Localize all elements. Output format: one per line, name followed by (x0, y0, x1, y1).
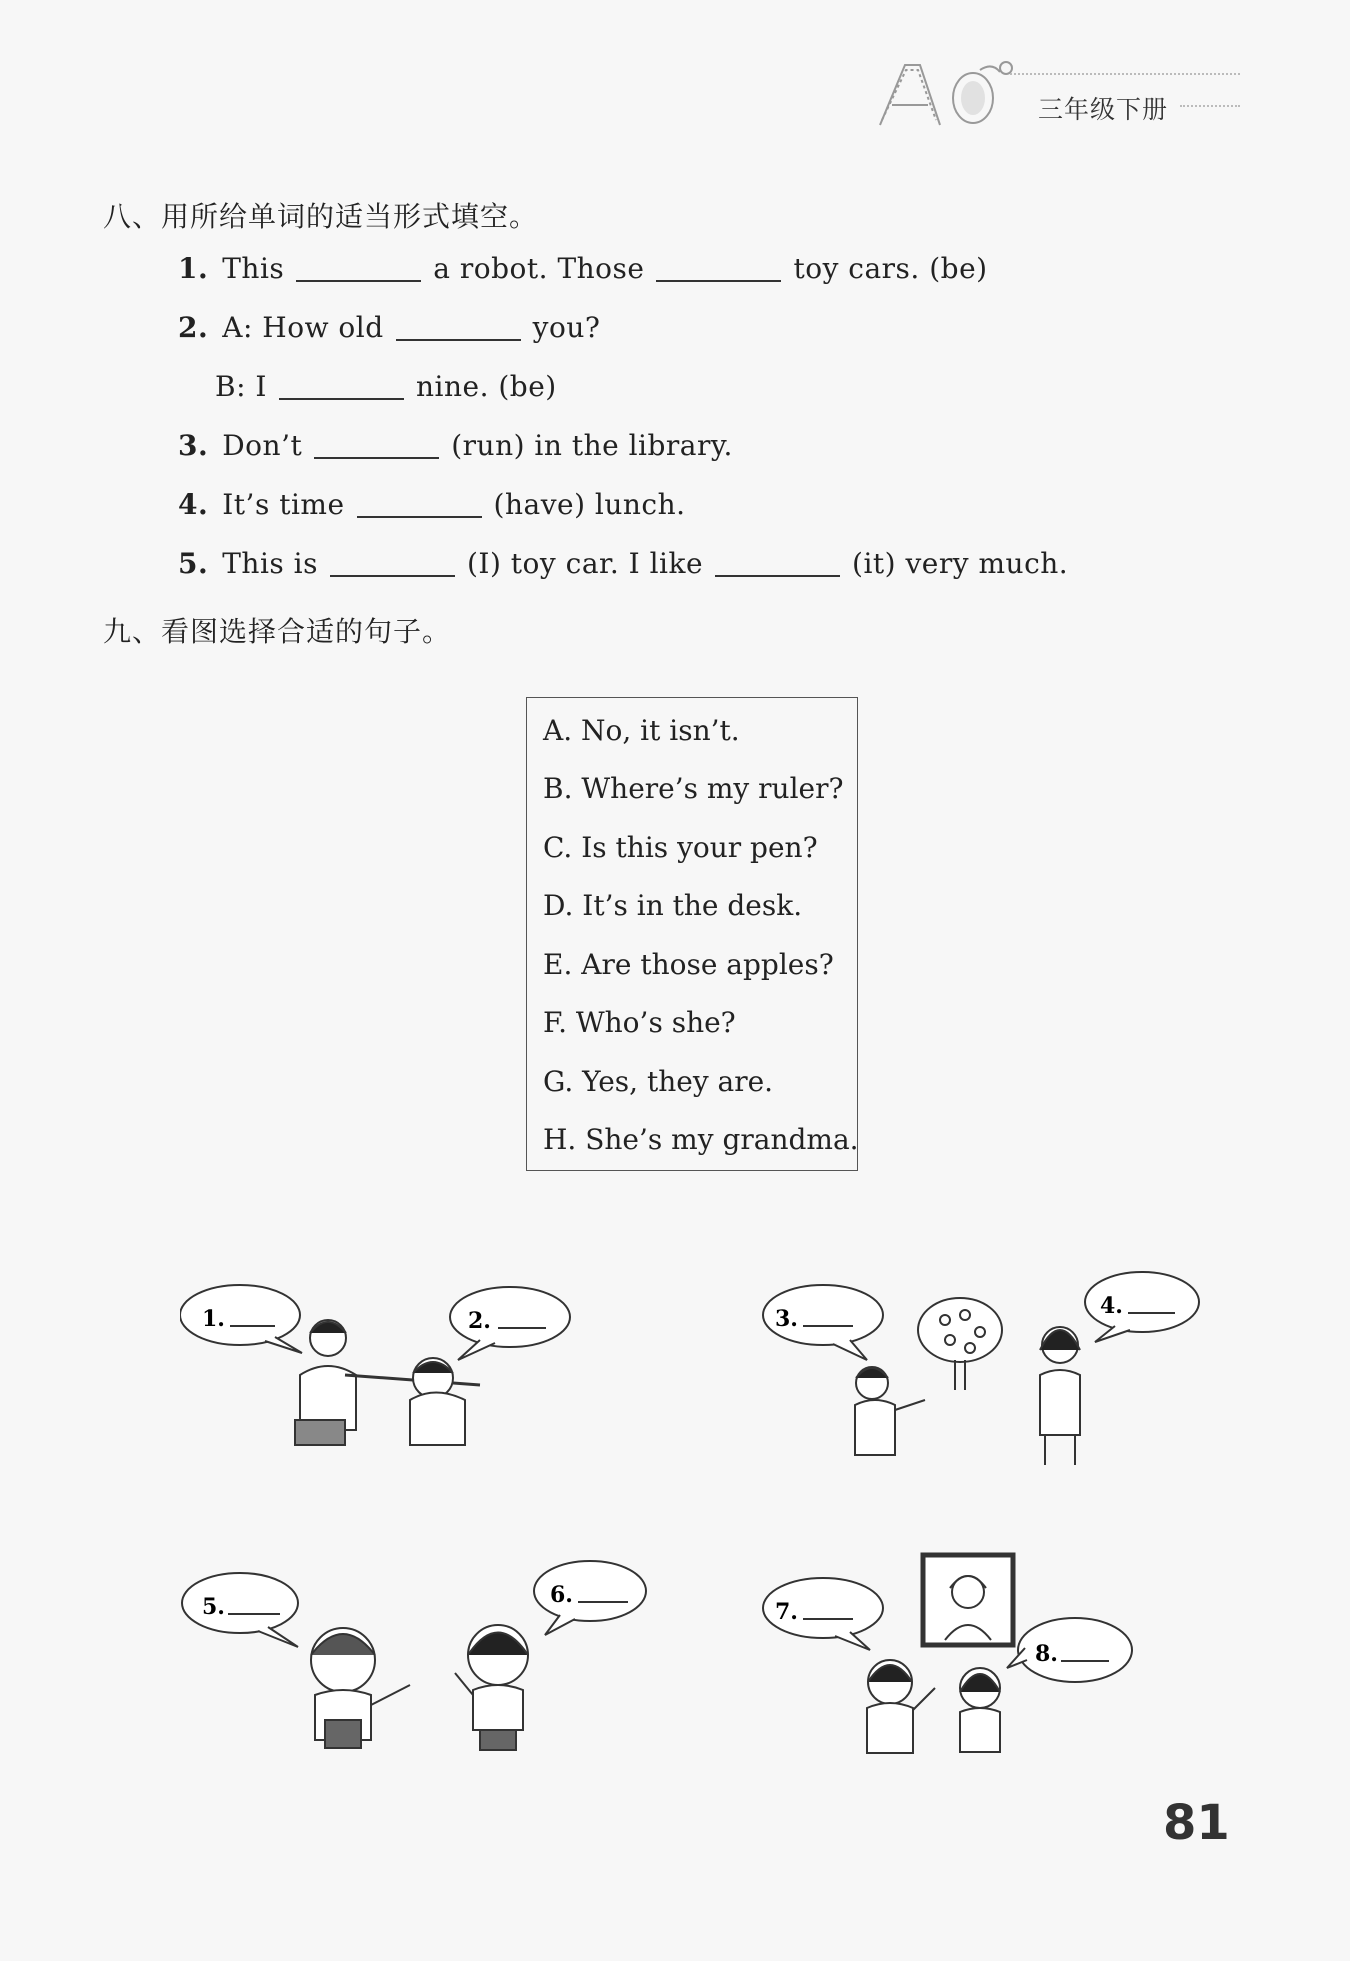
question-number: 5. (178, 547, 209, 580)
portrait-frame-drawing (923, 1555, 1013, 1645)
question-text: (it) very much. (852, 547, 1069, 580)
question-3 (178, 429, 733, 462)
question-text: (have) lunch. (493, 488, 686, 521)
page-number: 81 (1163, 1795, 1230, 1851)
boy-girl-drawing (295, 1320, 480, 1445)
question-text: It’s time (222, 488, 345, 521)
choice-e: E. Are those apples? (543, 948, 834, 981)
question-2a (178, 311, 600, 344)
bubble-label-2: 2. (468, 1308, 491, 1334)
question-text: you? (532, 311, 601, 344)
bubble-label-6: 6. (550, 1582, 573, 1608)
section-9-title: 九、看图选择合适的句子。 (103, 615, 452, 648)
bubble-label-8: 8. (1035, 1641, 1058, 1667)
question-2b (215, 370, 557, 403)
speech-bubble-3 (763, 1285, 883, 1360)
question-4 (178, 488, 686, 521)
choice-b: B. Where’s my ruler? (543, 772, 844, 805)
answer-blank[interactable] (314, 431, 439, 459)
choices-box (526, 697, 858, 1171)
bubble-label-4: 4. (1100, 1293, 1123, 1319)
speech-bubble-1 (180, 1285, 302, 1353)
bubble-label-7: 7. (775, 1599, 798, 1625)
question-number: 4. (178, 488, 209, 521)
question-text: nine. (be) (415, 370, 557, 403)
picture-1-2 (180, 1275, 580, 1475)
choice-f: F. Who’s she? (543, 1006, 736, 1039)
choice-d: D. It’s in the desk. (543, 889, 803, 922)
question-number: 3. (178, 429, 209, 462)
header-dotted-line-2 (1180, 105, 1240, 107)
question-text: This (222, 252, 285, 285)
speech-bubble-7 (763, 1578, 883, 1650)
question-text: This is (222, 547, 318, 580)
girl-drawing (1040, 1327, 1080, 1465)
question-number: 2. (178, 311, 209, 344)
two-girls-drawing (867, 1660, 1000, 1753)
bubble-label-1: 1. (202, 1306, 225, 1332)
boy-with-pen-drawing (311, 1628, 410, 1748)
question-text: toy cars. (be) (793, 252, 988, 285)
answer-blank[interactable] (330, 549, 455, 577)
girl-waving-drawing (455, 1625, 528, 1750)
speech-bubble-5 (182, 1573, 298, 1647)
speech-bubble-8 (1007, 1618, 1132, 1682)
answer-blank[interactable] (656, 254, 781, 282)
question-text: (run) in the library. (451, 429, 733, 462)
bubble-label-3: 3. (775, 1306, 798, 1332)
grade-label: 三年级下册 (1038, 95, 1169, 124)
choice-g: G. Yes, they are. (543, 1065, 774, 1098)
question-text: (I) toy car. I like (467, 547, 704, 580)
question-1 (178, 252, 988, 285)
header-dotted-line (1010, 73, 1240, 75)
speech-bubble-6 (534, 1561, 646, 1635)
question-number: 1. (178, 252, 209, 285)
question-text: A: How old (222, 311, 384, 344)
question-text: Don’t (222, 429, 303, 462)
speech-bubble-4 (1085, 1272, 1199, 1342)
answer-blank[interactable] (715, 549, 840, 577)
speech-bubble-2 (450, 1287, 570, 1360)
section-8-title: 八、用所给单词的适当形式填空。 (103, 200, 539, 233)
answer-blank[interactable] (296, 254, 421, 282)
choice-c: C. Is this your pen? (543, 831, 818, 864)
question-text: a robot. Those (433, 252, 645, 285)
tree-drawing (918, 1298, 1002, 1390)
boy-pointing-drawing (855, 1367, 925, 1455)
picture-7-8 (755, 1550, 1155, 1760)
picture-5-6 (180, 1555, 650, 1755)
question-5 (178, 547, 1068, 580)
choice-h: H. She’s my grandma. (543, 1123, 859, 1156)
bubble-label-5: 5. (202, 1594, 225, 1620)
answer-blank[interactable] (357, 490, 482, 518)
question-text: B: I (215, 370, 267, 403)
answer-blank[interactable] (396, 313, 521, 341)
brand-logo-icon (870, 50, 1020, 135)
answer-blank[interactable] (279, 372, 404, 400)
page-header (870, 50, 1240, 140)
choice-a: A. No, it isn’t. (543, 714, 740, 747)
picture-3-4 (755, 1260, 1205, 1475)
